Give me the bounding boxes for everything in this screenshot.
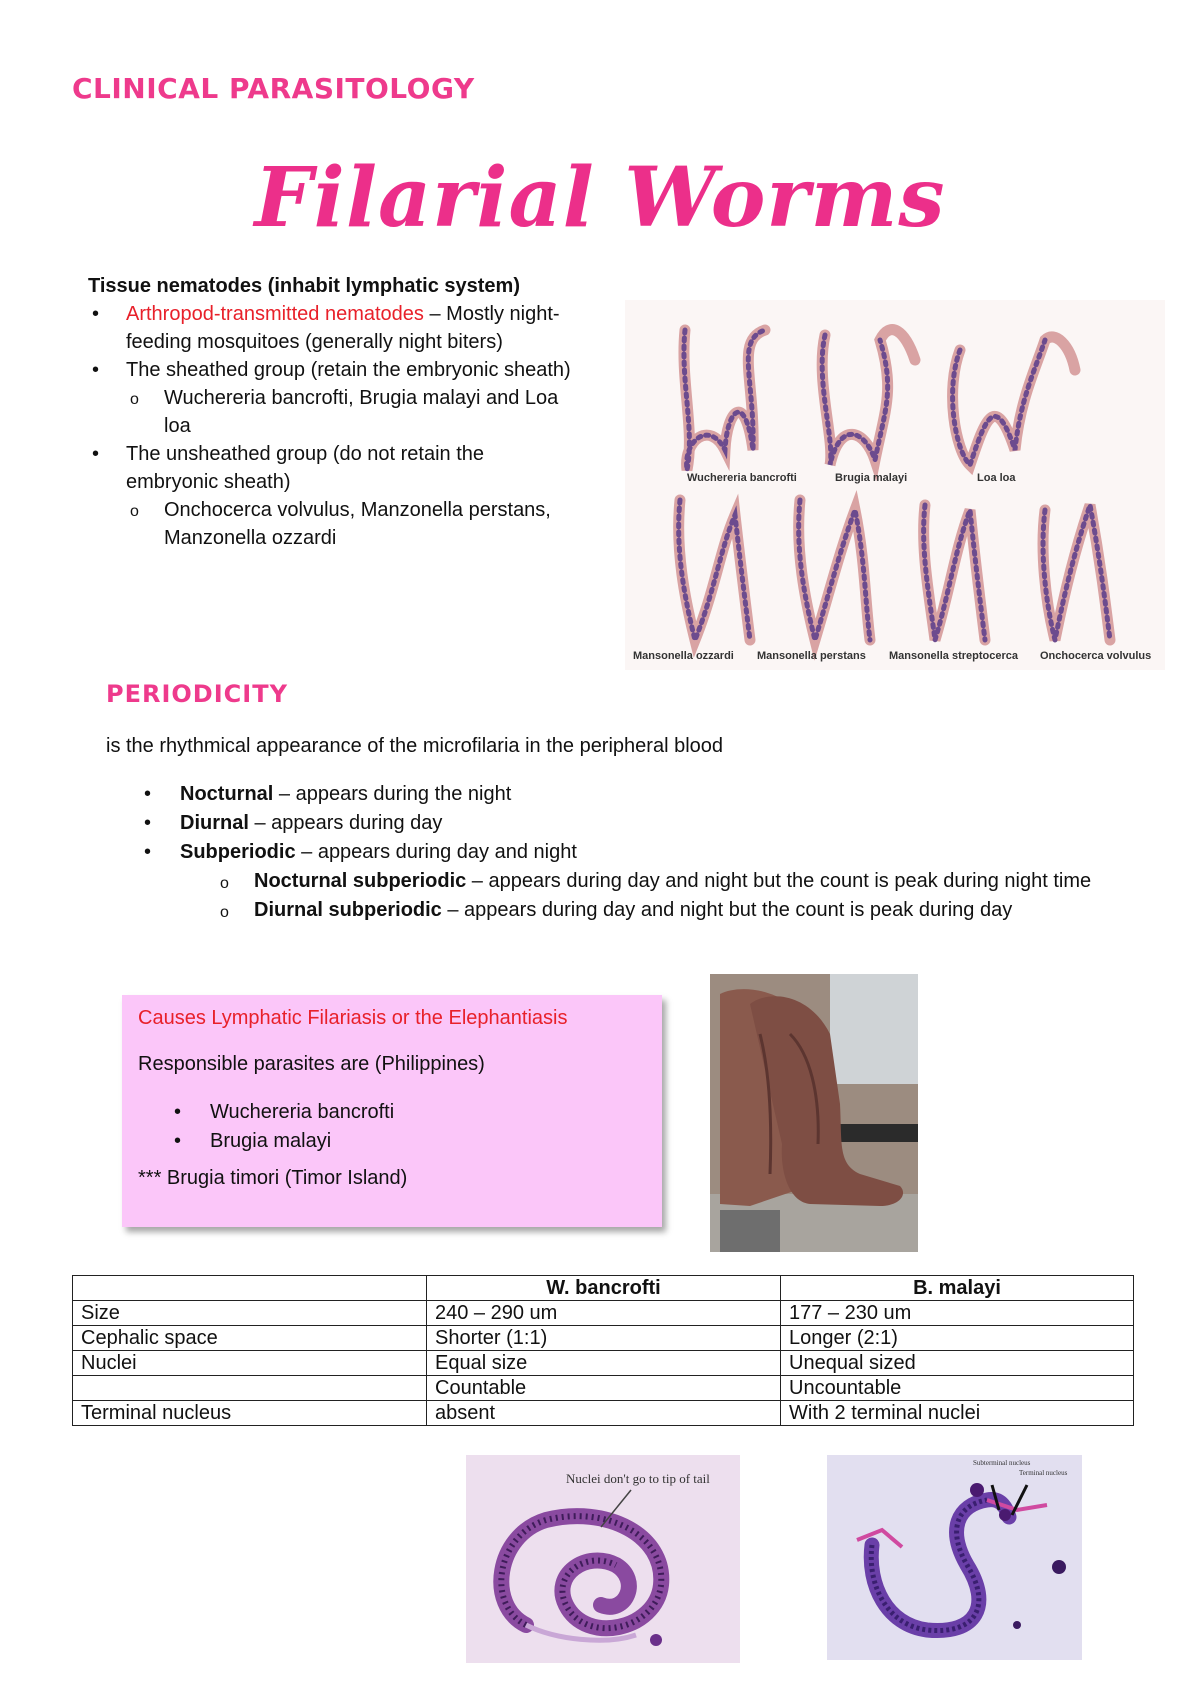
table-cell: With 2 terminal nuclei bbox=[781, 1401, 1134, 1426]
table-row bbox=[73, 1401, 1134, 1426]
arthropod-desc: – Mostly night-feeding mosquitoes (generally night biters) bbox=[126, 303, 560, 353]
list-item: • Brugia malayi bbox=[172, 1127, 394, 1156]
table-row bbox=[73, 1301, 1134, 1326]
term-subperiodic: Subperiodic bbox=[180, 841, 296, 863]
table-cell: Cephalic space bbox=[73, 1326, 427, 1351]
malayi-micrograph bbox=[827, 1455, 1082, 1660]
intro-section bbox=[88, 272, 578, 552]
table-header-row bbox=[73, 1276, 1134, 1301]
label-brugia: Brugia malayi bbox=[835, 472, 908, 484]
callout-note: *** Brugia timori (Timor Island) bbox=[138, 1167, 408, 1189]
sheathed-group: The sheathed group (retain the embryonic sheath) bbox=[126, 359, 571, 381]
unsheathed-group: The unsheathed group (do not retain the embryonic sheath) bbox=[126, 443, 485, 493]
leg-illustration bbox=[710, 974, 918, 1252]
table-row bbox=[73, 1376, 1134, 1401]
arthropod-label: Arthropod-transmitted nematodes bbox=[126, 303, 424, 325]
micrograph-caption-left: Nuclei don't go to tip of tail bbox=[566, 1471, 710, 1486]
table-cell: Shorter (1:1) bbox=[427, 1326, 781, 1351]
table-cell: Longer (2:1) bbox=[781, 1326, 1134, 1351]
list-item bbox=[88, 356, 578, 384]
label-m-streptocerca: Mansonella streptocerca bbox=[889, 650, 1018, 662]
periodicity-definition: is the rhythmical appearance of the microfilaria in the peripheral blood bbox=[106, 735, 724, 757]
table-header bbox=[73, 1276, 427, 1301]
list-item bbox=[140, 838, 1100, 867]
list-subitem bbox=[88, 384, 578, 440]
label-m-ozzardi: Mansonella ozzardi bbox=[633, 650, 734, 662]
callout-subheading: Responsible parasites are (Philippines) bbox=[138, 1053, 485, 1075]
callout-list bbox=[172, 1098, 394, 1156]
microfilariae-illustration bbox=[625, 300, 1165, 670]
callout-heading: Causes Lymphatic Filariasis or the Elephantiasis bbox=[138, 1007, 568, 1029]
term-diurnal-subperiodic: Diurnal subperiodic bbox=[254, 899, 442, 921]
desc-diurnal-subperiodic: – appears during day and night but the count is peak during day bbox=[441, 899, 1013, 921]
table-cell: 240 – 290 um bbox=[427, 1301, 781, 1326]
label-loa: Loa loa bbox=[977, 472, 1016, 484]
table-cell: absent bbox=[427, 1401, 781, 1426]
table-cell: Equal size bbox=[427, 1351, 781, 1376]
unsheathed-species: Onchocerca volvulus, Manzonella perstans, Manzonella ozzardi bbox=[164, 499, 551, 549]
label-onchocerca: Onchocerca volvulus bbox=[1040, 650, 1152, 662]
desc-diurnal: – appears during day bbox=[248, 812, 443, 834]
table-cell: Countable bbox=[427, 1376, 781, 1401]
list-item bbox=[88, 300, 578, 356]
list-item bbox=[140, 780, 1100, 809]
table-cell: Size bbox=[73, 1301, 427, 1326]
list-item: • Wuchereria bancrofti bbox=[172, 1098, 394, 1127]
table-row bbox=[73, 1351, 1134, 1376]
table-cell: Nuclei bbox=[73, 1351, 427, 1376]
microfilariae-figure bbox=[625, 300, 1165, 670]
list-subitem bbox=[88, 496, 578, 552]
micrograph-caption-subterminal: Subterminal nucleus bbox=[973, 1459, 1031, 1467]
desc-nocturnal-subperiodic: – appears during day and night but the count is peak during night time bbox=[466, 870, 1092, 892]
periodicity-heading: PERIODICITY bbox=[106, 680, 288, 708]
comparison-table bbox=[72, 1275, 1134, 1426]
table-cell: 177 – 230 um bbox=[781, 1301, 1134, 1326]
table-cell bbox=[73, 1376, 427, 1401]
intro-heading: Tissue nematodes (inhabit lymphatic system) bbox=[88, 275, 520, 297]
list-item bbox=[140, 809, 1100, 838]
table-cell: Unequal sized bbox=[781, 1351, 1134, 1376]
elephantiasis-callout bbox=[122, 995, 662, 1227]
periodicity-list bbox=[140, 780, 1100, 925]
intro-list bbox=[88, 300, 578, 552]
malayi-worm-illustration bbox=[827, 1455, 1082, 1660]
sheathed-species: Wuchereria bancrofti, Brugia malayi and Loa loa bbox=[164, 387, 559, 437]
term-nocturnal: Nocturnal bbox=[180, 783, 274, 805]
label-wuchereria: Wuchereria bancrofti bbox=[687, 472, 797, 484]
list-subitem bbox=[140, 896, 1100, 925]
page-title: Filarial Worms bbox=[254, 150, 946, 246]
table-cell: Terminal nucleus bbox=[73, 1401, 427, 1426]
table-row bbox=[73, 1326, 1134, 1351]
term-diurnal: Diurnal bbox=[180, 812, 249, 834]
list-subitem bbox=[140, 867, 1100, 896]
label-m-perstans: Mansonella perstans bbox=[757, 650, 866, 662]
micrograph-caption-terminal: Terminal nucleus bbox=[1019, 1469, 1068, 1477]
table-header: B. malayi bbox=[781, 1276, 1134, 1301]
term-nocturnal-subperiodic: Nocturnal subperiodic bbox=[254, 870, 467, 892]
bancrofti-micrograph bbox=[466, 1455, 740, 1663]
course-title: CLINICAL PARASITOLOGY bbox=[72, 72, 475, 105]
table-header: W. bancrofti bbox=[427, 1276, 781, 1301]
elephantiasis-photo bbox=[710, 974, 918, 1252]
list-item bbox=[88, 440, 578, 496]
table-cell: Uncountable bbox=[781, 1376, 1134, 1401]
desc-nocturnal: – appears during the night bbox=[273, 783, 512, 805]
desc-subperiodic: – appears during day and night bbox=[295, 841, 577, 863]
